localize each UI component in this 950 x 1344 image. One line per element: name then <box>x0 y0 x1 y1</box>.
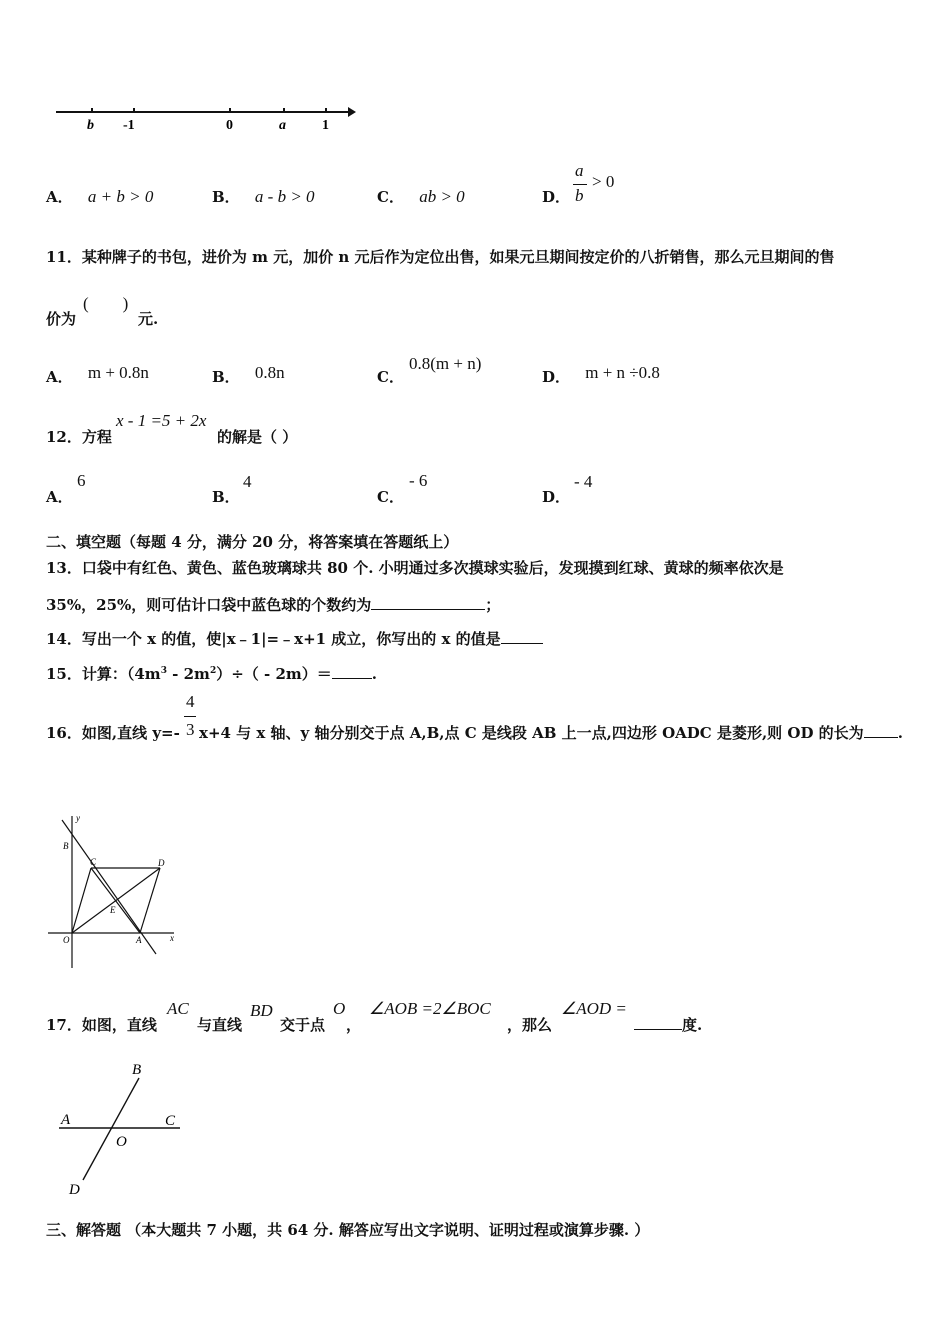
q12-option-b-letter: B． <box>212 488 240 506</box>
option-expr: ab > 0 <box>419 187 465 206</box>
fig16-label-d: D <box>158 858 165 868</box>
q12-option-c-letter: C． <box>377 488 404 506</box>
q17-mid3: ，那么 <box>507 1016 553 1034</box>
q15-end: . <box>371 665 377 683</box>
option-letter: B． <box>212 188 240 206</box>
q12-stem-pre: 12．方程 <box>46 428 112 446</box>
q12-option-d-letter: D． <box>542 488 571 506</box>
q12-option-d-expr: - 4 <box>574 472 593 491</box>
q10-option-d-denominator: b <box>575 186 584 205</box>
q11-option-b <box>212 363 285 387</box>
q17-end <box>634 1014 702 1035</box>
q13-end: ； <box>485 596 501 614</box>
q17-stem-pre: 17．如图，直线 <box>46 1016 157 1034</box>
q10-option-a <box>46 186 153 207</box>
fig17-label-a: A <box>61 1112 71 1128</box>
q10-option-b <box>212 186 315 207</box>
option-expr: m + 0.8n <box>87 363 149 382</box>
q13-stem-line1: 13．口袋中有红色、黄色、蓝色玻璃球共 80 个. 小明通过多次摸球实验后，发现摸到红球、黄球的频率依次是 <box>46 559 784 577</box>
fig16-label-a: A <box>136 935 142 945</box>
numberline-label-0: 0 <box>226 118 233 133</box>
number-line-figure <box>50 98 360 134</box>
q12-option-a-letter: A． <box>46 488 73 506</box>
option-expr: m + n ÷0.8 <box>585 363 660 382</box>
fig17-label-o: O <box>116 1134 127 1150</box>
numberline-label-1: 1 <box>322 118 329 133</box>
answer-blank[interactable] <box>332 664 372 679</box>
q17-mid2: 交于点 <box>280 1016 326 1034</box>
fig16-label-b: B <box>63 841 69 851</box>
q10-option-d-letter: D． <box>542 188 571 206</box>
numberline-label-b: b <box>87 118 94 133</box>
fig16-label-y: y <box>76 813 80 823</box>
q15-pre: 15．计算：（4m <box>46 665 161 683</box>
q17-end-text: 度. <box>682 1016 703 1034</box>
answer-blank[interactable] <box>501 629 543 644</box>
q16-rhombus-figure <box>44 812 184 970</box>
fig17-label-c: C <box>165 1113 176 1129</box>
q11-option-c-letter: C． <box>377 368 404 386</box>
fig17-label-b: B <box>132 1062 142 1078</box>
section-2-heading: 二、填空题（每题 4 分，满分 20 分，将答案填在答题纸上） <box>46 533 459 551</box>
fraction-bar <box>184 716 196 717</box>
q17-point-o: O <box>333 999 346 1018</box>
q17-condition: ∠AOB =2∠BOC <box>369 999 491 1018</box>
q11-line2-pre: 价为 <box>46 310 77 328</box>
fig17-label-d: D <box>69 1182 80 1198</box>
q11-line2-post: 元. <box>138 310 159 328</box>
q17-intersecting-lines-figure <box>56 1056 186 1198</box>
q14-text: 14．写出一个 x 的值，使|x﹣1|=﹣x+1 成立，你写出的 x 的值是 <box>46 630 501 648</box>
option-expr: a + b > 0 <box>87 187 154 206</box>
fraction-bar <box>573 184 587 185</box>
q11-option-a <box>46 363 149 387</box>
q10-option-d-rest: > 0 <box>592 172 615 191</box>
q17-ask: ∠AOD = <box>561 999 627 1018</box>
option-letter: B． <box>212 368 240 386</box>
option-expr: 0.8n <box>254 363 285 382</box>
q15-stem <box>46 663 377 684</box>
q15-exp1: 3 <box>160 666 167 676</box>
q14-stem <box>46 628 543 649</box>
fig16-label-e: E <box>110 905 116 915</box>
q13-stem-line2 <box>46 594 500 615</box>
option-letter: A． <box>46 188 73 206</box>
option-letter: D． <box>542 368 571 386</box>
q17-comma: ， <box>346 1016 362 1034</box>
answer-blank[interactable] <box>371 595 485 610</box>
option-letter: A． <box>46 368 73 386</box>
q11-answer-paren: ( ) <box>83 294 129 313</box>
q10-option-d-numerator: a <box>575 161 584 180</box>
fig16-label-x: x <box>170 933 174 943</box>
q16-stem-post <box>199 722 903 743</box>
q15-post: ）÷（ - 2m）＝ <box>216 665 332 683</box>
fig16-label-o: O <box>63 935 70 945</box>
q16-fraction-denominator: 3 <box>186 720 195 739</box>
q11-stem-line1: 11．某种牌子的书包，进价为 m 元，加价 n 元后作为定位出售，如果元旦期间按定价的八折销售，那么元旦期间的售 <box>46 248 835 266</box>
q16-stem-pre: 16．如图,直线 y=- <box>46 724 180 742</box>
q16-fraction-numerator: 4 <box>186 692 195 711</box>
q16-post-text: x+4 与 x 轴、y 轴分别交于点 A,B,点 C 是线段 AB 上一点,四边形 OADC 是菱形,则 OD 的长为 <box>199 724 864 742</box>
option-expr: a - b > 0 <box>254 187 315 206</box>
section-3-heading: 三、解答题 （本大题共 7 小题，共 64 分. 解答应写出文字说明、证明过程或演算步骤. ） <box>46 1221 650 1239</box>
q12-option-c-expr: - 6 <box>409 471 428 490</box>
q12-option-b-expr: 4 <box>243 472 252 491</box>
q10-option-c <box>377 186 465 207</box>
q15-mid: - 2m <box>166 665 210 683</box>
q11-option-c-expr: 0.8(m + n) <box>409 354 482 373</box>
numberline-label-neg1: -1 <box>123 118 135 133</box>
q13-line2-text: 35%，25%，则可估计口袋中蓝色球的个数约为 <box>46 596 372 614</box>
answer-blank[interactable] <box>634 1015 682 1030</box>
q11-stem-line2 <box>46 308 76 329</box>
answer-blank[interactable] <box>864 723 898 738</box>
q15-exp2: 2 <box>209 666 217 676</box>
q11-option-d <box>542 363 660 387</box>
option-letter: C． <box>377 188 404 206</box>
q17-line-ac: AC <box>167 999 189 1018</box>
fig16-label-c: C <box>90 857 97 867</box>
q16-end: . <box>897 724 903 742</box>
q17-line-bd: BD <box>250 1001 273 1020</box>
q12-equation: x - 1 =5 + 2x <box>116 411 207 430</box>
numberline-label-a: a <box>279 118 286 133</box>
q17-mid1: 与直线 <box>197 1016 243 1034</box>
q12-option-a-expr: 6 <box>77 471 86 490</box>
q12-stem-post: 的解是（ ） <box>217 428 298 446</box>
